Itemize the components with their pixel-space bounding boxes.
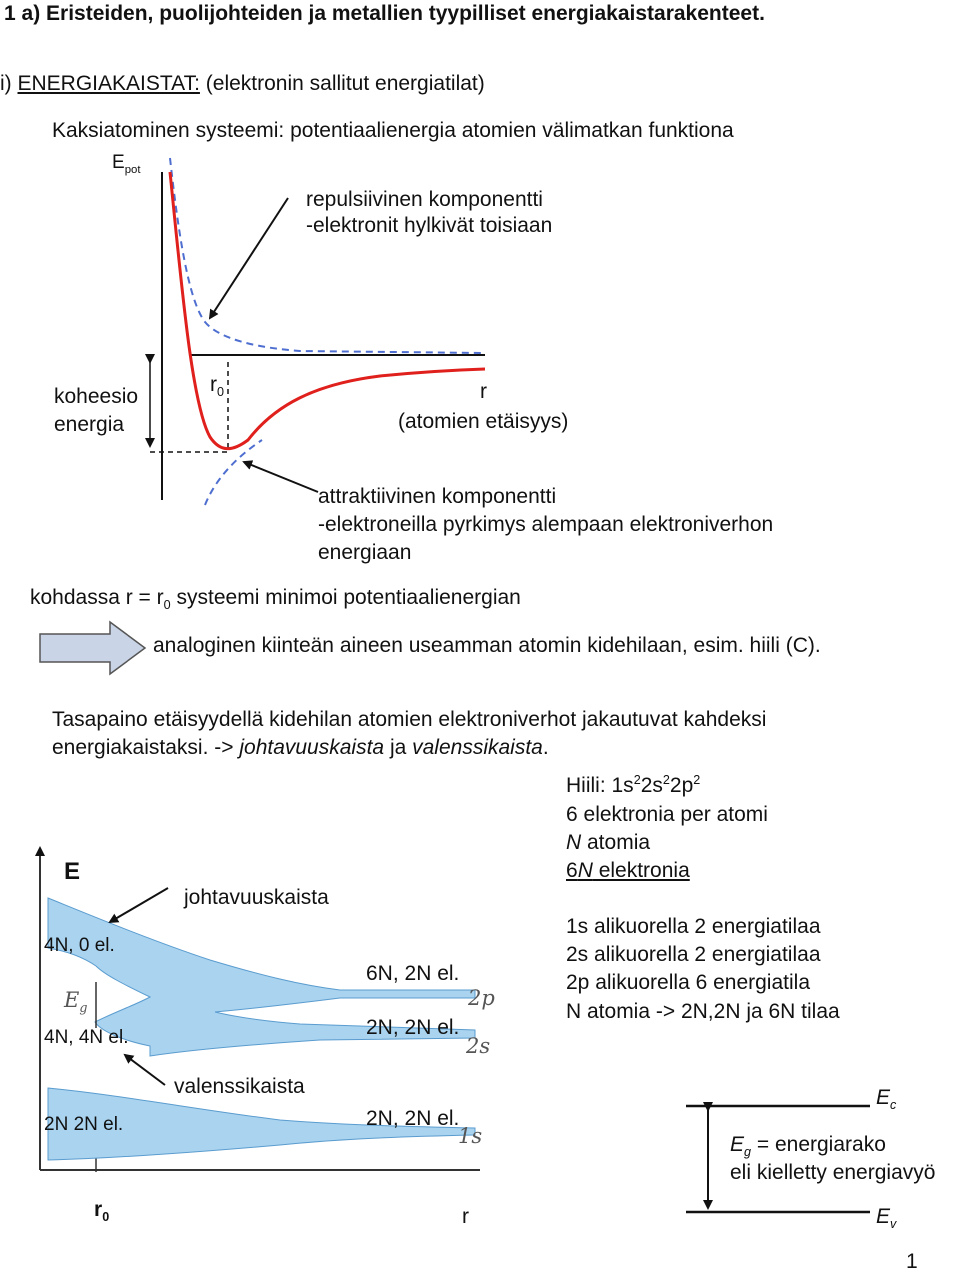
carbon-atoms: N atomia — [566, 831, 651, 854]
ec-label: $E_c$ — [876, 1086, 897, 1113]
carbon-total-electrons: 6N elektronia — [566, 859, 690, 882]
r0-label: $r_0$ — [210, 373, 225, 400]
conduction-band-label: johtavuuskaista — [184, 886, 329, 909]
epot-axis-label: $E_{pot}$ — [112, 152, 141, 176]
states-summary: N atomia -> 2N,2N ja 6N tilaa — [566, 1000, 840, 1023]
valence-band-label: valenssikaista — [174, 1075, 305, 1098]
orbital-2p-label: 2p — [468, 986, 495, 1010]
attractive-component-curve — [205, 440, 262, 505]
valence-pointer-arrow — [125, 1055, 165, 1085]
eg-definition-2: eli kielletty energiavyö — [730, 1161, 936, 1184]
r-axis-label: r — [480, 380, 487, 403]
label-2n-2nel-lower: 2N, 2N el. — [366, 1107, 460, 1130]
page-number: 1 — [906, 1250, 918, 1273]
analogy-arrow — [40, 622, 145, 674]
ev-label: $E_v$ — [876, 1205, 897, 1232]
balance-line-1: Tasapaino etäisyydellä kidehilan atomien elektroniverhot jakautuvat kahdeksi — [52, 708, 767, 731]
attractive-label-2: -elektroneilla pyrkimys alempaan elektroniverhon — [318, 513, 774, 536]
conduction-pointer-arrow — [110, 888, 168, 922]
analogy-text: analoginen kiinteän aineen useamman atomin kidehilaan, esim. hiili (C). — [153, 634, 821, 657]
subshell-2s: 2s alikuorella 2 energiatilaa — [566, 943, 821, 966]
cohesion-label-1: koheesio — [54, 385, 139, 408]
subshell-1s: 1s alikuorella 2 energiatilaa — [566, 915, 821, 938]
repulsive-label-2: -elektronit hylkivät toisiaan — [306, 214, 553, 237]
attractive-pointer-arrow — [244, 462, 318, 492]
attractive-label-3: energiaan — [318, 541, 412, 564]
label-2n-2nel: 2N 2N el. — [44, 1114, 124, 1135]
label-2n-2nel-upper: 2N, 2N el. — [366, 1016, 460, 1039]
r-axis-note: (atomien etäisyys) — [398, 410, 569, 433]
label-4n-4nel: 4N, 4N el. — [44, 1027, 129, 1048]
eg-definition: $E_g$ = energiarako — [730, 1133, 886, 1160]
section-subtitle: Kaksiatominen systeemi: potentiaalienergia atomien välimatkan funktiona — [52, 119, 734, 142]
attractive-label-1: attraktiivinen komponentti — [318, 485, 557, 508]
minimum-statement: kohdassa $r = r_0$ systeemi minimoi potentiaalienergian — [30, 586, 521, 613]
label-6n-2nel: 6N, 2N el. — [366, 962, 460, 985]
repulsive-pointer-arrow — [210, 198, 288, 318]
band-gap-label: $E_g$ — [64, 988, 88, 1016]
page-title: 1 a) Eristeiden, puolijohteiden ja metallien tyypilliset energiakaistarakenteet. — [4, 2, 765, 25]
subshell-2p: 2p alikuorella 6 energiatila — [566, 971, 810, 994]
repulsive-label-1: repulsiivinen komponentti — [306, 188, 543, 211]
cohesion-label-2: energia — [54, 413, 125, 436]
carbon-config: Hiili: $1s^22s^22p^2$ — [566, 773, 701, 797]
balance-line-2: energiakaistaksi. -> johtavuuskaista ja valenssikaista. — [52, 736, 549, 759]
band-r-label: r — [462, 1205, 469, 1228]
orbital-1s-label: 1s — [458, 1124, 483, 1148]
carbon-electrons-per-atom: 6 elektronia per atomi — [566, 803, 768, 826]
band-r0-label: $r_0$ — [94, 1198, 110, 1225]
section-heading: i) ENERGIAKAISTAT: (elektronin sallitut energiatilat) — [0, 72, 485, 95]
label-4n-0el: 4N, 0 el. — [44, 935, 115, 956]
orbital-2s-label: 2s — [466, 1034, 491, 1058]
band-energy-label: E — [64, 858, 81, 885]
